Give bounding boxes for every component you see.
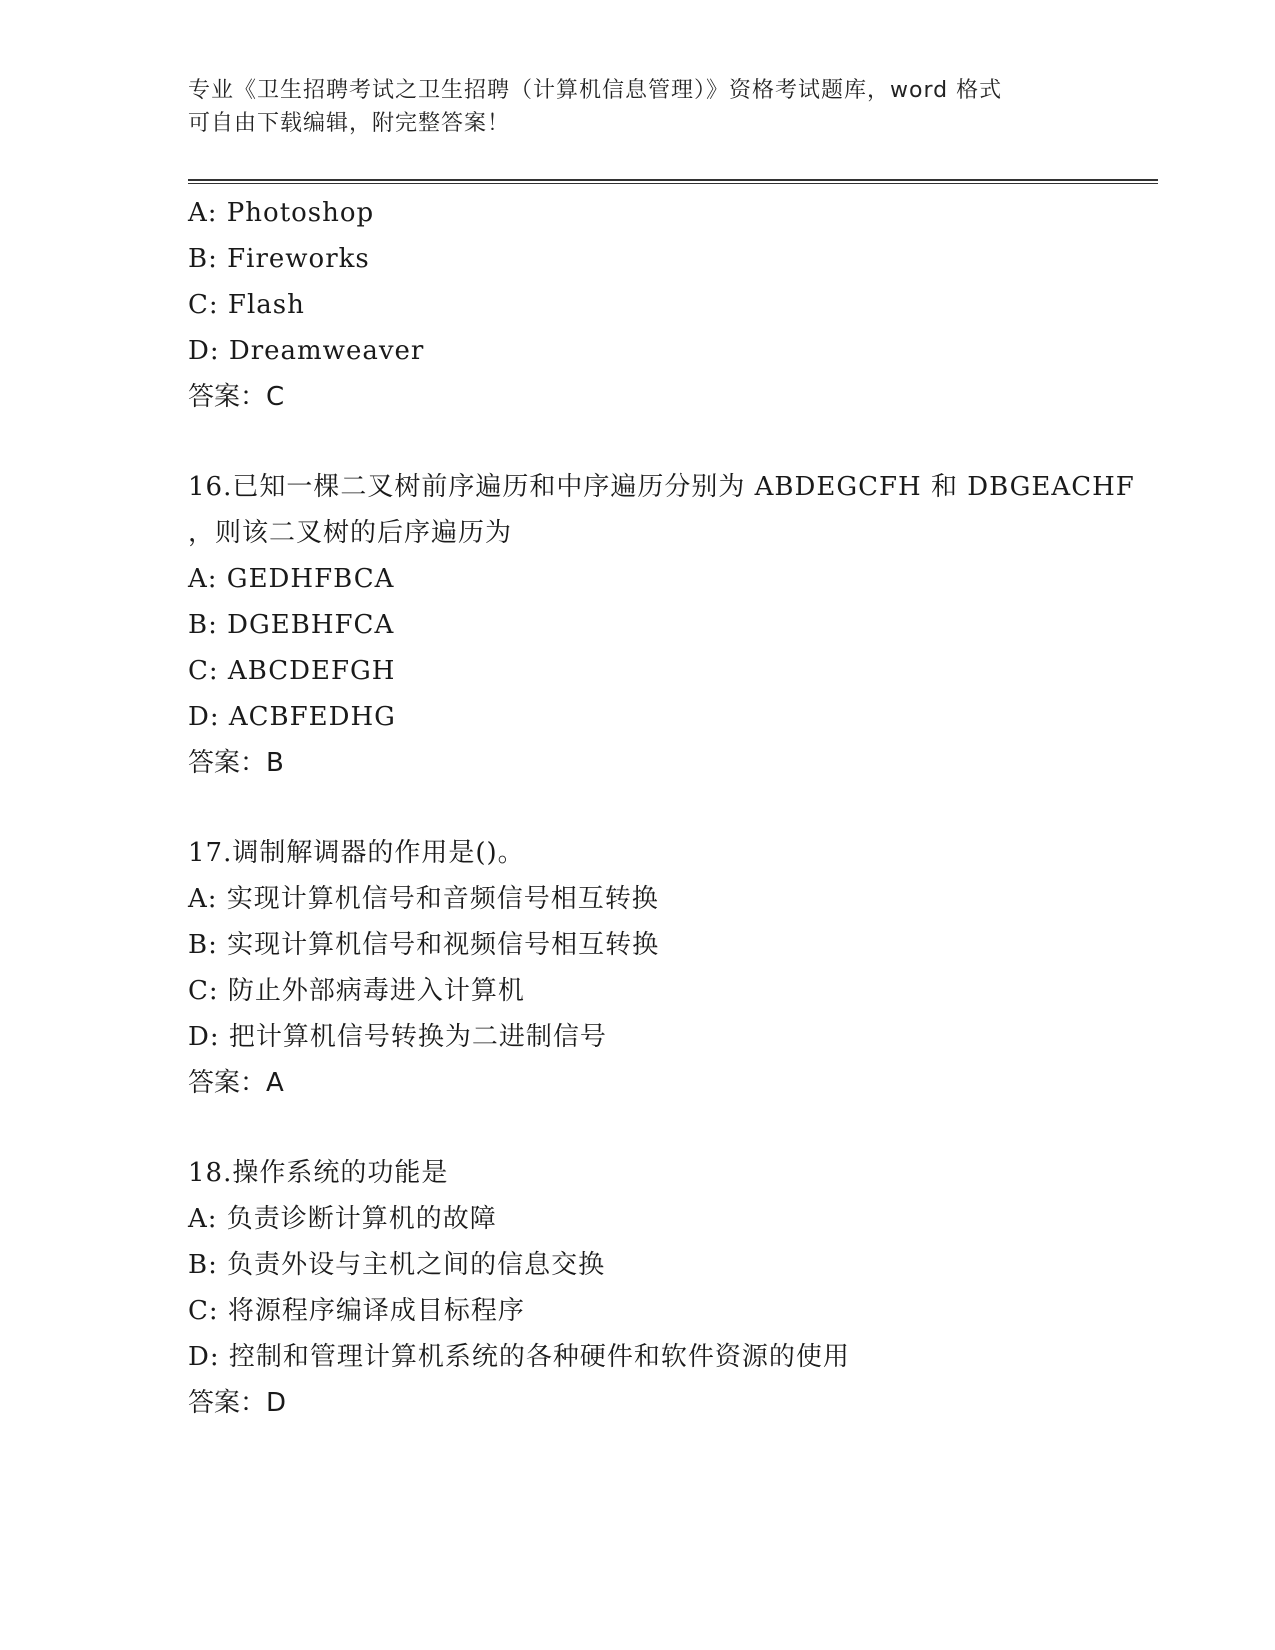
question-15-tail [188,190,1188,420]
option-b: B: Fireworks [188,244,370,274]
header-divider [188,179,1158,184]
document-header [188,74,1088,140]
answer-line: 答案：A [188,1068,284,1098]
option-b: B: 实现计算机信号和视频信号相互转换 [188,930,660,960]
answer-line: 答案：C [188,382,285,412]
option-a: A: 负责诊断计算机的故障 [188,1204,497,1234]
question-stem-continued: ，则该二叉树的后序遍历为 [188,518,513,548]
option-b: B: DGEBHFCA [188,610,395,640]
question-17 [188,830,1188,1106]
option-d: D: Dreamweaver [188,336,425,366]
option-a: A: Photoshop [188,198,375,228]
question-stem: 17.调制解调器的作用是()。 [188,838,525,868]
header-line-1: 专业《卫生招聘考试之卫生招聘（计算机信息管理）》资格考试题库，word 格式 [188,78,1003,103]
question-stem: 18.操作系统的功能是 [188,1158,449,1188]
option-a: A: GEDHFBCA [188,564,395,594]
spacer [188,1106,1188,1150]
option-d: D: 把计算机信号转换为二进制信号 [188,1022,607,1052]
option-d: D: ACBFEDHG [188,702,396,732]
option-a: A: 实现计算机信号和音频信号相互转换 [188,884,659,914]
spacer [188,420,1188,464]
answer-line: 答案：D [188,1388,287,1418]
option-c: C: Flash [188,290,305,320]
question-18 [188,1150,1188,1426]
question-stem: 16.已知一棵二叉树前序遍历和中序遍历分别为 ABDEGCFH 和 DBGEACHF [188,472,1135,502]
option-c: C: 防止外部病毒进入计算机 [188,976,525,1006]
question-content [188,190,1188,1426]
answer-line: 答案：B [188,748,284,778]
header-line-2: 可自由下载编辑，附完整答案！ [188,111,511,136]
option-c: C: ABCDEFGH [188,656,396,686]
spacer [188,786,1188,830]
question-16 [188,464,1188,786]
option-d: D: 控制和管理计算机系统的各种硬件和软件资源的使用 [188,1342,850,1372]
option-c: C: 将源程序编译成目标程序 [188,1296,525,1326]
option-b: B: 负责外设与主机之间的信息交换 [188,1250,606,1280]
